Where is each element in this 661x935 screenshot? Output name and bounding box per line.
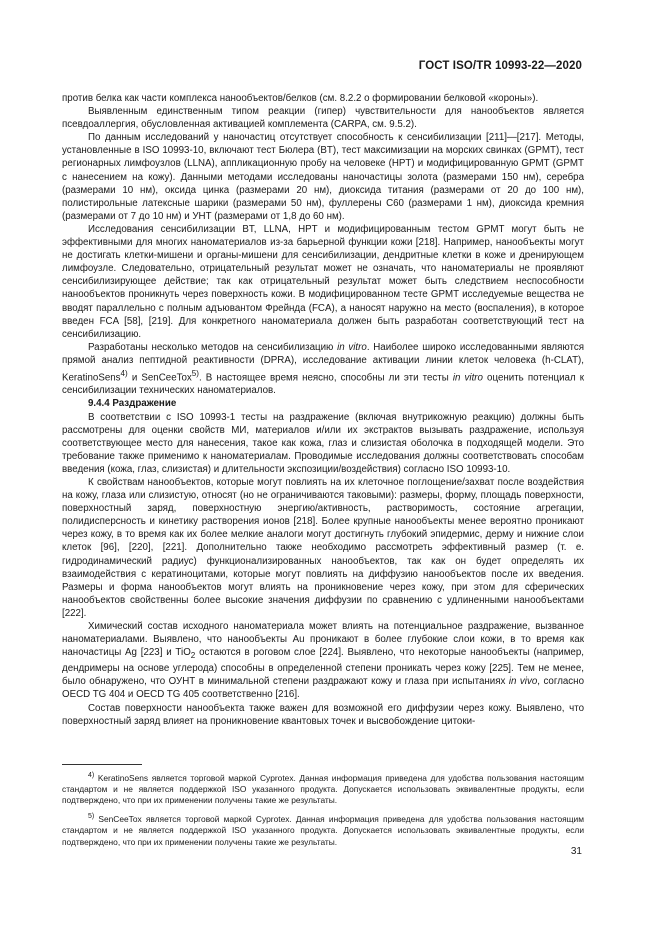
paragraph: Разработаны несколько методов на сенсибилизацию in vitro. Наиболее широко исследованными являются прямой анализ пептидной реактивности (DPRA), исследование активации линии клеток человека (h-CLAT), KeratinoSens$^{4)}$ и SenCeeTox$^{5)}$. В настоящее время неясно, способны ли эти тесты in vitro оценить потенциал к сенсибилизации технических наноматериалов. [62, 341, 584, 397]
paragraph: Состав поверхности нанообъекта также важен для возможной его диффузии через кожу. Выявлено, что поверхностный заряд влияет на проникновение квантовых точек и высвобождение цитоки- [62, 702, 584, 727]
document-header: ГОСТ ISO/TR 10993-22—2020 [418, 60, 582, 72]
body-text [62, 92, 584, 728]
paragraph: В соответствии с ISO 10993-1 тесты на раздражение (включая внутрикожную реакцию) должны быть рассмотрены для оценки свойств МИ, материалов и/или их экстрактов вызывать раздражение, используя соответствующее место для нанесения, такое как кожа, глаз и слизистая оболочка в подходящей модели. Это требование также применимо к наноматериалам. Проводимые исследования должны соответствовать способам введения (кожа, глаз, слизистая) и длительности экспозиции/воздействия) согласно ISO 10993-10. [62, 411, 584, 475]
paragraph: Исследования сенсибилизации BT, LLNA, HPT и модифицированным тестом GPMT могут быть не эффективными для многих наноматериалов из-за барьерной функции кожи [218]. Например, нанообъекты могут не достигать клетки-мишени и органы-мишени для сенсибилизации, дендритные клетки в коже и дренирующем лимфоузле. Следовательно, отрицательный результат может не означать, что наноматериалы не проявляют сенсибилизирующее действие; так как отрицательный результат может быть следствием неспособности нанообъектов проникнуть через поверхность кожи. В модифицированном тесте GPMT исследуемые вещества не вводят параллельно с полным адъювантом Фрейнда (FCA), а наносят наружно на место (воспаления), в которое введен FCA [58], [219]. Для конкретного наноматериала должен быть разработан соответствующий тест на сенсибилизацию. [62, 223, 584, 340]
section-heading: 9.4.4 Раздражение [88, 398, 177, 410]
paragraph: против белка как части комплекса нанообъектов/белков (см. 8.2.2 о формировании белковой «короны»). [62, 93, 539, 104]
paragraph: По данным исследований у наночастиц отсутствует способность к сенсибилизации [211]—[217]. Методы, установленные в ISO 10993-10, включают тест Бюлера (BT), тест максимизации на морских свинках (GPMT), тест регионарных лимфоузлов (LLNA), аппликационную пробу на человеке (HPT) и модифицированную GPMT (GPMT с нанесением на кожу). Данными методами исследованы наночастицы золота (размерами 150 нм), серебра (размерами 10 нм), оксида цинка (размерами 20 нм), диоксида титания (размерами от 20 до 100 нм), полистирольные латексные шарики (размерами 50 нм), фуллерены C60 (размерами 1 нм), диоксида кремния (размерами от 7 до 10 нм) и УНТ (размерами от 1,8 до 60 нм). [62, 132, 584, 222]
paragraph: К свойствам нанообъектов, которые могут повлиять на их клеточное поглощение/захват после воздействия на кожу, глаза или слизистую, относят (но не ограничиваются таковыми): размеры, форму, площадь поверхности, поверхностный заряд, поверхностную энергию/активность, растворимость, состояние агрегации, полидисперсность и кинетику растворения ионов [218]. Более крупные нанообъекты менее вероятно проникают через кожу, в то время как их более мелкие аналоги могут достигнуть глубокий эпидермис, дерму и нижние слои клеток [96], [220], [221]. Дополнительно также необходимо рассмотреть эффективный размер (т. е. гидродинамический радиус) функционализированных нанообъектов, так как он будет определять их взаимодействия с кератиноцитами, которые могут повлиять на диффузию нанообъектов после их введения. Размеры и форма нанообъектов могут влиять на проникновение через кожу, при этом для сферических нанообъектов свойственны более высокие значения диффузии по сравнению с удлиненными нанообъектами [222]. [62, 476, 584, 619]
page-number: 31 [570, 846, 582, 857]
footnote: $^{4)}$ KeratinoSens является торговой маркой Cyprotex. Данная информация приведена для удобства пользования настоящим стандартом и не является поддержкой ISO указанного продукта. Допускается использовать эквивалентные продукты, если подтверждено, что при их применении получены такие же результаты. [62, 772, 584, 806]
footnote-separator [62, 764, 142, 765]
paragraph: Химический состав исходного наноматериала может влиять на потенциальное раздражение, вызванное наноматериалами. Выявлено, что нанообъекты Au проникают в более глубокие слои кожи, в то время как наночастицы Ag [223] и TiO$_2$ остаются в роговом слое [224]. Выявлено, что некоторые нанообъекты (например, дендримеры на основе углерода) способны в определенной степени проникать через кожу [225]. Тем не менее, было обнаружено, что ОУНТ в минимальной степени раздражают кожу и глаза при испытаниях in vivo, согласно OECD TG 404 и OECD TG 405 соответственно [216]. [62, 621, 584, 701]
paragraph: Выявленным единственным типом реакции (гипер) чувствительности для нанообъектов является псевдоаллергия, обусловленная активацией комплемента (CARPA, см. 9.5.2). [62, 106, 584, 131]
footnote: $^{5)}$ SenCeeTox является торговой маркой Cyprotex. Данная информация приведена для удобства пользования настоящим стандартом и не является поддержкой ISO указанного продукта. Допускается использовать эквивалентные продукты, если подтверждено, что при их применении получены такие же результаты. [62, 813, 584, 847]
footnotes [62, 770, 584, 853]
